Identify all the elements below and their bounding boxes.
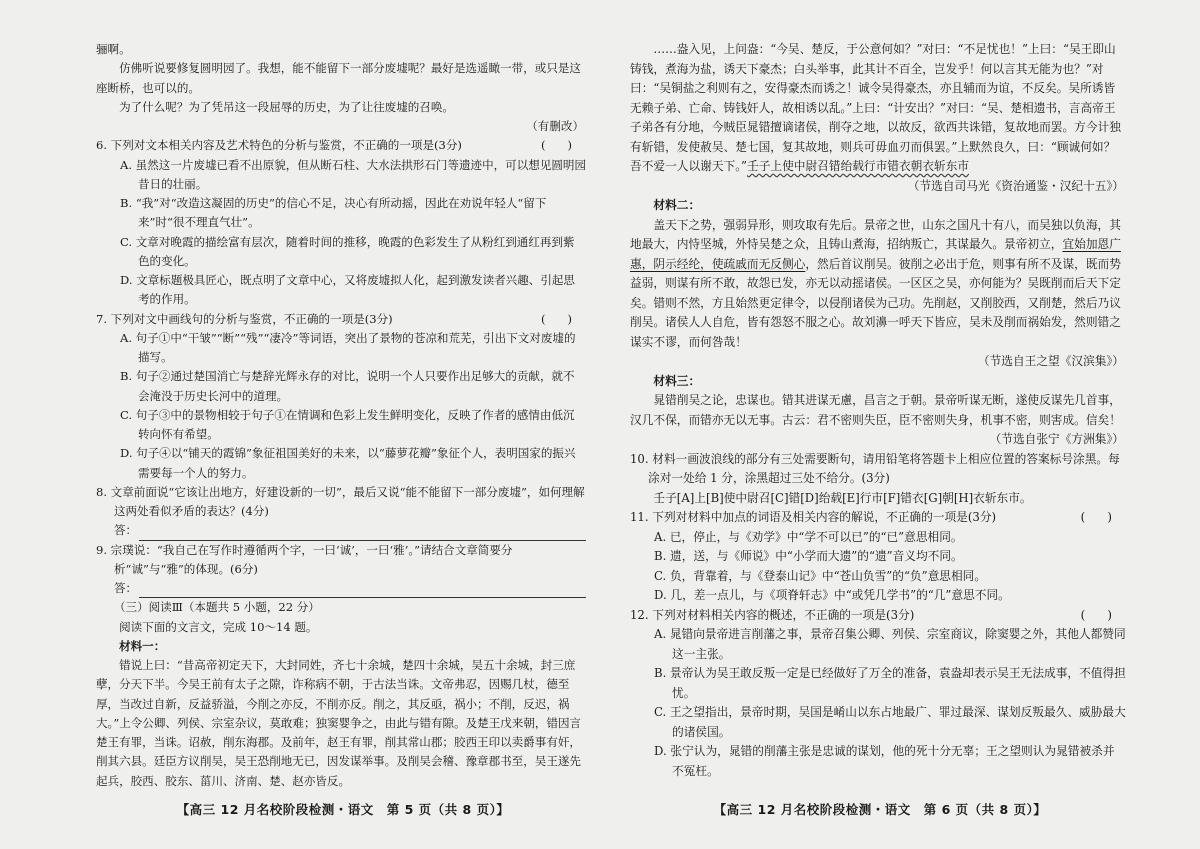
source-note: （节选自司马光《资治通鉴・汉纪十五》）: [907, 178, 1124, 193]
passage-paragraph: 为了什么呢？为了凭吊这一段屈辱的历史，为了让往废墟的召唤。: [119, 99, 454, 114]
page-6: [620, 0, 1140, 849]
option-b: B. 遗，送，与《师说》中“小学而大遗”的“遗”音义均不同。: [654, 549, 963, 563]
material-2-text: 盖天下之势，强弱异形，则攻取有先后。景帝之世，山东之国凡十有八，而吴独以负海，其地最大，内恃坚城，外恃吴楚之众，且铸山煮海，招纳叛亡，其谋最久。景帝初立，宜始加恩广惠，阴示经纶，使疏戚而无反侧心，然后首议削吴。彼削之必出于危，则事有所不及谋，既而势益弱，则谋有所不敢，故怨已发，亦无以动摇诸侯。一区区之吴，亦何能为？吴既削而后天下定矣。错则不然，方且始然更定律令，以侵削诸侯为己功。先削赵，又削胶西，又削楚，然后乃议削吴。诸侯人人自危，皆有怨怒不服之心。故刘濞一呼天下皆应，吴未及削而祸始发，然则错之谋实不谬，而何咎哉！: [630, 217, 1121, 349]
answer-paren: ( ): [540, 311, 572, 326]
material-1-text: 错说上曰：“昔高帝初定天下，大封同姓，齐七十余城，楚四十余城，吴五十余城，封三庶孽，分天下半。今吴王前有太子之隙，诈称病不朝，于古法当诛。文帝弗忍，因赐几杖，德至厚，当改过自新，反益骄溢，今削之亦反，不削亦反。削之，其反亟，祸小；不削，反迟，祸大。”上令公卿、列侯、宗室杂议，莫敢难；独窦婴争之，由此与错有隙。及楚王戊来朝，错因言楚王有罪，当诛。诏赦，削东海郡。及前年，赵王有罪，削其常山郡；胶西王印以卖爵事有奸，削其六县。廷臣方议削吴，吴王恐削地无已，因发谋举事。及削吴会稽、豫章郡书至，吴王遂先起兵，胶西、胶东、菑川、济南、楚、赵亦皆反。: [96, 658, 582, 788]
question-stem: 7. 下列对文中画线句的分析与鉴赏，不正确的一项是(3分): [96, 311, 393, 326]
question-10: [630, 450, 1126, 509]
question-8: [96, 483, 586, 541]
source-note: （有删改）: [526, 119, 584, 133]
passage-paragraph: 仿佛听说要修复圆明园了。我想，能不能留下一部分废墟呢？最好是选遥瞰一带，或只是这座断桥，也可以的。: [96, 61, 581, 95]
question-stem: 11. 下列对材料中加点的词语及相关内容的解说，不正确的一项是(3分): [630, 510, 997, 524]
source-note: （节选自王之望《汉滨集》）: [977, 354, 1124, 368]
material-1-label: 材料一：: [119, 638, 166, 653]
material-2-label: 材料二：: [653, 198, 701, 212]
question-stem: 8. 文章前面说“它该让出地方，好建设新的一切”，最后又说“能不能留下一部分废墟”，如何理解这两处看似矛盾的表达？(4分): [96, 484, 585, 518]
option-c: C. 句子③中的景物相较于句子①在情调和色彩上发生鲜明变化，反映了作者的感情由低沉转向怀有希望。: [120, 407, 575, 441]
question-12: [630, 606, 1126, 782]
page-footer: 【高三 12 月名校阶段检测・语文 第 6 页（共 8 页）】: [713, 801, 1047, 817]
option-b: B. 景帝认为吴王敢反叛一定是已经做好了万全的准备，袁盎却表示吴王无法成事，不值得担忧。: [654, 666, 1126, 700]
option-c: C. 王之望指出，景帝时期，吴国是崤山以东占地最广、罪过最深、谋划反叛最久、威胁最大的诸侯国。: [654, 705, 1126, 739]
option-c: C. 负，背靠着，与《登泰山记》中“苍山负雪”的“负”意思相同。: [654, 568, 987, 583]
punctuation-line: 壬子[A]上[B]使中尉召[C]错[D]绐载[E]行市[F]错衣[G]朝[H]衣斩东市。: [653, 490, 1032, 505]
question-7: [96, 310, 586, 483]
answer-label: 答：: [114, 581, 138, 595]
material-1-continued: ……盎入见，上问盎：“今吴、楚反，于公意何如？”对曰：“不足忧也！”上曰：“吴王即山铸钱，煮海为盐，诱天下豪杰；白头举事，此其计不百全，岂发乎！何以言其无能为也？”对曰：“吴铜盐之利则有之，安得豪杰而诱之！诚令吴得豪杰，亦且辅而为谊，不反矣。吴所诱皆无赖子弟、亡命、铸钱奸人，故相诱以乱。”上曰：“计安出？”对曰：“吴、楚相遗书，言高帝王子弟各有分地，今贼臣晁错擅谪诸侯，削夺之地，以故反，欲西共诛错，复故地而罢。方今计独有斩错，发使赦吴、楚七国，复其故地，则兵可毋血刃而俱罢。”上默然良久，曰：“顾诚何如？吾不爱一人以谢天下。”壬子上使中尉召错绐载行市错衣朝衣斩东市: [630, 42, 1121, 173]
wavy-underlined-sentence: 壬子上使中尉召错绐载行市错衣朝衣斩东市: [747, 159, 970, 173]
question-9: [96, 541, 586, 599]
option-d: D. 句子④以“铺天的霞锦”象征祖国美好的未来，以“藤萝花瓣”象征个人，表明国家的振兴需要每一个人的努力。: [120, 446, 576, 480]
material-3-text: 晁错削吴之论，忠谋也。错其进谋无慮，昌言之于朝。景帝听谋无断，遂使反谋先几首事，汉几不保，而错亦无以无事。古云：君不密则失臣，臣不密则失身，机事不密，则害成。信矣！: [630, 393, 1121, 427]
continued-text: 骊啊。: [96, 42, 131, 56]
option-a: A. 句子①中“干皱”“断”“残”“凄冷”等词语，突出了景物的苍凉和荒芜，引出下文对废墟的描写。: [120, 330, 576, 364]
section-heading: （三）阅读Ⅲ（本题共 5 小题，22 分）: [114, 600, 320, 615]
question-stem: 6. 下列对文本相关内容及艺术特色的分析与鉴赏，不正确的一项是(3分): [96, 138, 462, 153]
answer-paren: ( ): [540, 138, 572, 153]
option-d: D. 几，差一点儿，与《项脊轩志》中“或凭几学书”的“几”意思不同。: [654, 588, 1010, 602]
material-3-label: 材料三：: [653, 373, 701, 388]
question-11: [630, 508, 1126, 606]
question-stem: 9. 宗璞说：“我自己在写作时遵循两个字，一曰‘诚’，一曰‘雅’。”请结合文章简要分析“诚”与“雅”的体现。(6分): [96, 542, 513, 576]
page-5: [86, 0, 600, 849]
answer-paren: ( ): [1080, 607, 1112, 622]
option-a: A. 虽然这一片废墟已看不出原貌，但从断石柱、大水法拱形石门等遗迹中，可以想见圆明园昔日的壮丽。: [120, 157, 587, 191]
answer-line[interactable]: [139, 525, 586, 541]
question-6: [96, 136, 586, 309]
page-footer: 【高三 12 月名校阶段检测・语文 第 5 页（共 8 页）】: [176, 801, 510, 817]
option-a: A. 晁错向景帝进言削藩之事，景帝召集公卿、列侯、宗室商议，除窦婴之外，其他人都赞同这一主张。: [654, 627, 1126, 661]
answer-line[interactable]: [139, 582, 586, 598]
option-b: B. “我”对“改造这凝固的历史”的信心不足，决心有所动摇，因此在劝说年轻人“留下来”时“很不理直气壮”。: [120, 196, 547, 230]
option-c: C. 文章对晚霞的描绘富有层次，随着时间的推移，晚霞的色彩发生了从粉红到通红再到紫色的变化。: [120, 234, 575, 268]
option-d: D. 张宁认为，晁错的削藩主张是忠诚的谋划，他的死十分无辜；王之望则认为晁错被杀并不冤枉。: [654, 744, 1115, 778]
question-stem: 10. 材料一画波浪线的部分有三处需要断句，请用铅笔将答题卡上相应位置的答案标号涂黑。每涂对一处给 1 分，涂黑超过三处不给分。(3分): [630, 451, 1120, 485]
answer-label: 答：: [114, 523, 138, 538]
section-instruction: 阅读下面的文言文，完成 10～14 题。: [119, 619, 318, 634]
answer-paren: ( ): [1080, 510, 1112, 524]
option-b: B. 句子②通过楚国消亡与楚辞光辉永存的对比，说明一个人只要作出足够大的贡献，就不会淹没于历史长河中的道理。: [120, 369, 575, 403]
source-note: （节选自张宁《方洲集》）: [989, 432, 1124, 446]
question-stem: 12. 下列对材料相关内容的概述，不正确的一项是(3分): [630, 607, 915, 622]
option-d: D. 文章标题极具匠心，既点明了文章中心，又将废墟拟人化，起到激发读者兴趣、引起思考的作用。: [120, 273, 575, 307]
underlined-sentence: 宜始加恩广惠，阴示经纶，使疏戚而无反侧心: [630, 237, 1121, 271]
option-a: A. 已，停止，与《劝学》中“学不可以已”的“已”意思相同。: [654, 529, 963, 544]
